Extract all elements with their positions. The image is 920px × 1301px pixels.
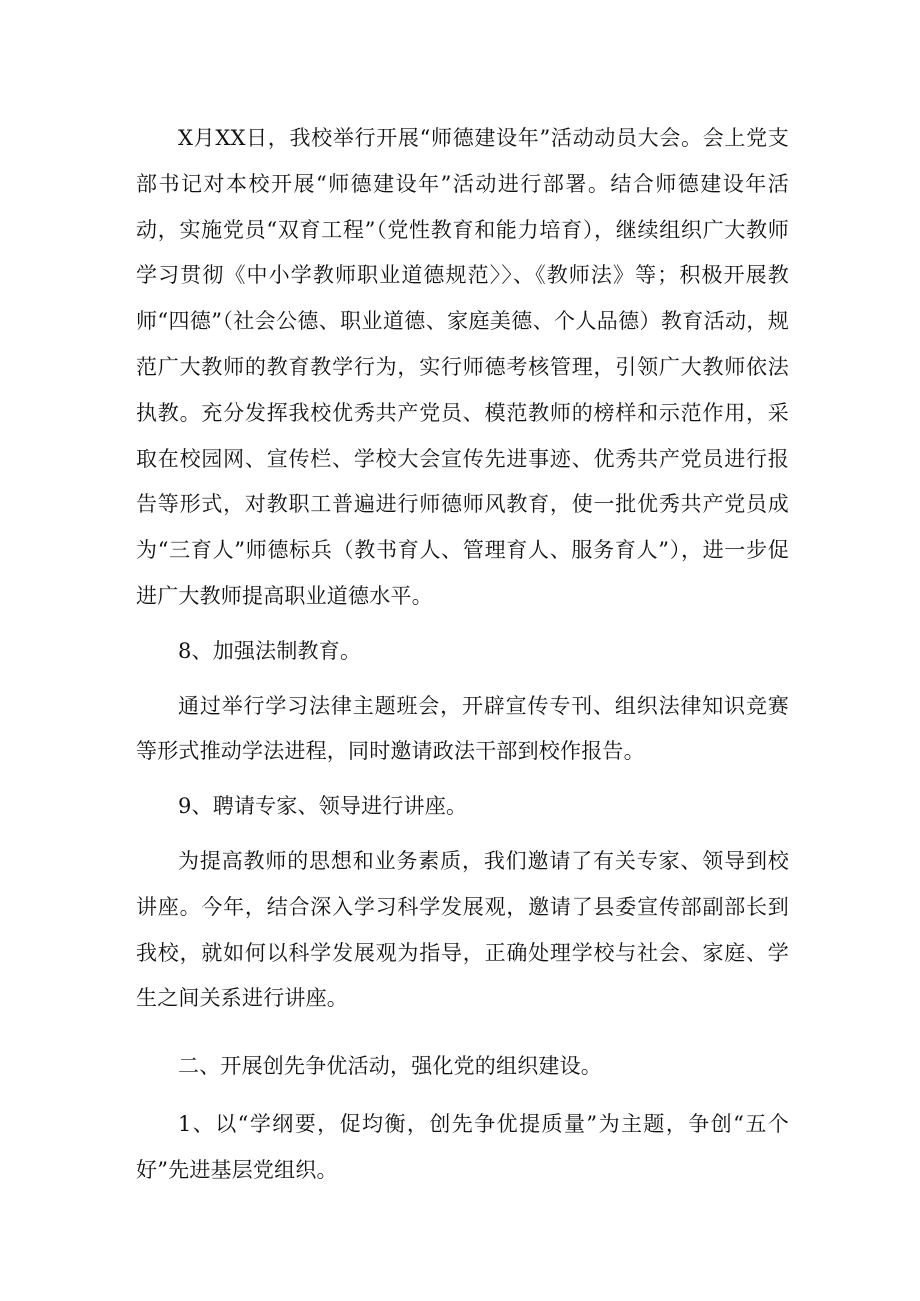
paragraph-legal-education: 通过举行学习法律主题班会，开辟宣传专刊、组织法律知识竞赛等形式推动学法进程，同时邀请政法干部到校作报告。	[136, 693, 789, 764]
heading-expert-lectures: 9、聘请专家、领导进行讲座。	[178, 794, 468, 819]
section-heading-party-building: 二、开展创先争优活动，强化党的组织建设。	[178, 1054, 602, 1079]
paragraph-expert-lectures: 为提高教师的思想和业务素质，我们邀请了有关专家、领导到校讲座。今年，结合深入学习科学发展观，邀请了县委宣传部副部长到我校，就如何以科学发展观为指导，正确处理学校与社会、家庭、学生之间关系进行讲座。	[136, 848, 789, 1011]
paragraph-teacher-ethics: X月XX日，我校举行开展“师德建设年”活动动员大会。会上党支部书记对本校开展“师德建设年”活动进行部署。结合师德建设年活动，实施党员“双育工程”（党性教育和能力培育），继续组织广大教师学习贯彻《中小学教师职业道德规范〉〉、《教师法》等；积极开展教师“四德”（社会公德、职业道德、家庭美德、个人品德）教育活动，规范广大教师的教育教学行为，实行师德考核管理，引领广大教师依法执教。充分发挥我校优秀共产党员、模范教师的榜样和示范作用，采取在校园网、宣传栏、学校大会宣传先进事迹、优秀共产党员进行报告等形式，对教职工普遍进行师德师风教育，使一批优秀共产党员成为“三育人”师德标兵（教书育人、管理育人、服务育人”），进一步促进广大教师提高职业道德水平。	[136, 126, 789, 608]
paragraph-five-good-organization: 1、以“学纲要，促均衡，创先争优提质量”为主题，争创“五个好”先进基层党组织。	[136, 1111, 789, 1182]
heading-legal-education: 8、加强法制教育。	[178, 638, 362, 663]
document-body	[136, 116, 789, 1194]
